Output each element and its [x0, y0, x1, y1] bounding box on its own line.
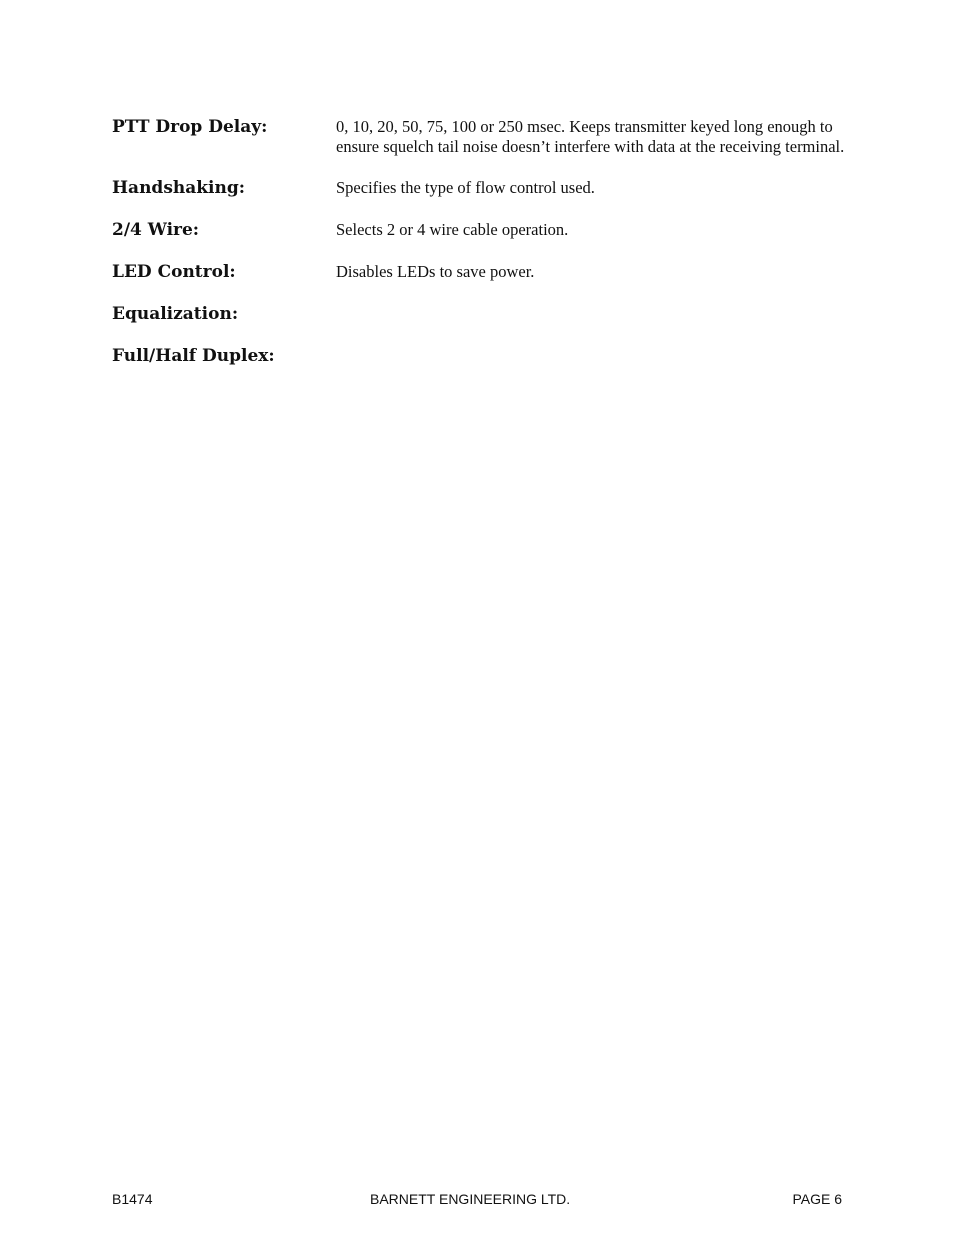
entry-description: Disables LEDs to save power. — [336, 262, 535, 281]
entry-term: Handshaking: — [112, 178, 246, 198]
entry-term: PTT Drop Delay: — [112, 117, 268, 137]
page-footer — [112, 1189, 842, 1209]
entry-led-control — [112, 261, 872, 283]
document-body — [112, 116, 872, 367]
entry-description: Specifies the type of flow control used. — [336, 178, 595, 197]
entry-2-4-wire — [112, 219, 872, 241]
entry-full-half-duplex — [112, 345, 872, 367]
entry-term: LED Control: — [112, 262, 236, 282]
footer-company: BARNETT ENGINEERING LTD. — [370, 1191, 571, 1207]
entry-description: Selects 2 or 4 wire cable operation. — [336, 220, 569, 239]
entry-description — [336, 345, 872, 346]
entry-equalization — [112, 303, 872, 325]
entry-description: 0, 10, 20, 50, 75, 100 or 250 msec. Keeps transmitter keyed long enough to ensure squelch tail noise doesn’t interfere with data at the receiving terminal. — [336, 117, 845, 156]
entry-term: Equalization: — [112, 304, 239, 324]
entry-handshaking — [112, 177, 872, 199]
footer-page-number: PAGE 6 — [792, 1191, 842, 1207]
entry-description — [336, 303, 872, 304]
entry-term: 2/4 Wire: — [112, 220, 200, 240]
entry-ptt-drop-delay — [112, 116, 872, 157]
entry-term: Full/Half Duplex: — [112, 346, 275, 366]
footer-doc-number: B1474 — [112, 1191, 153, 1207]
